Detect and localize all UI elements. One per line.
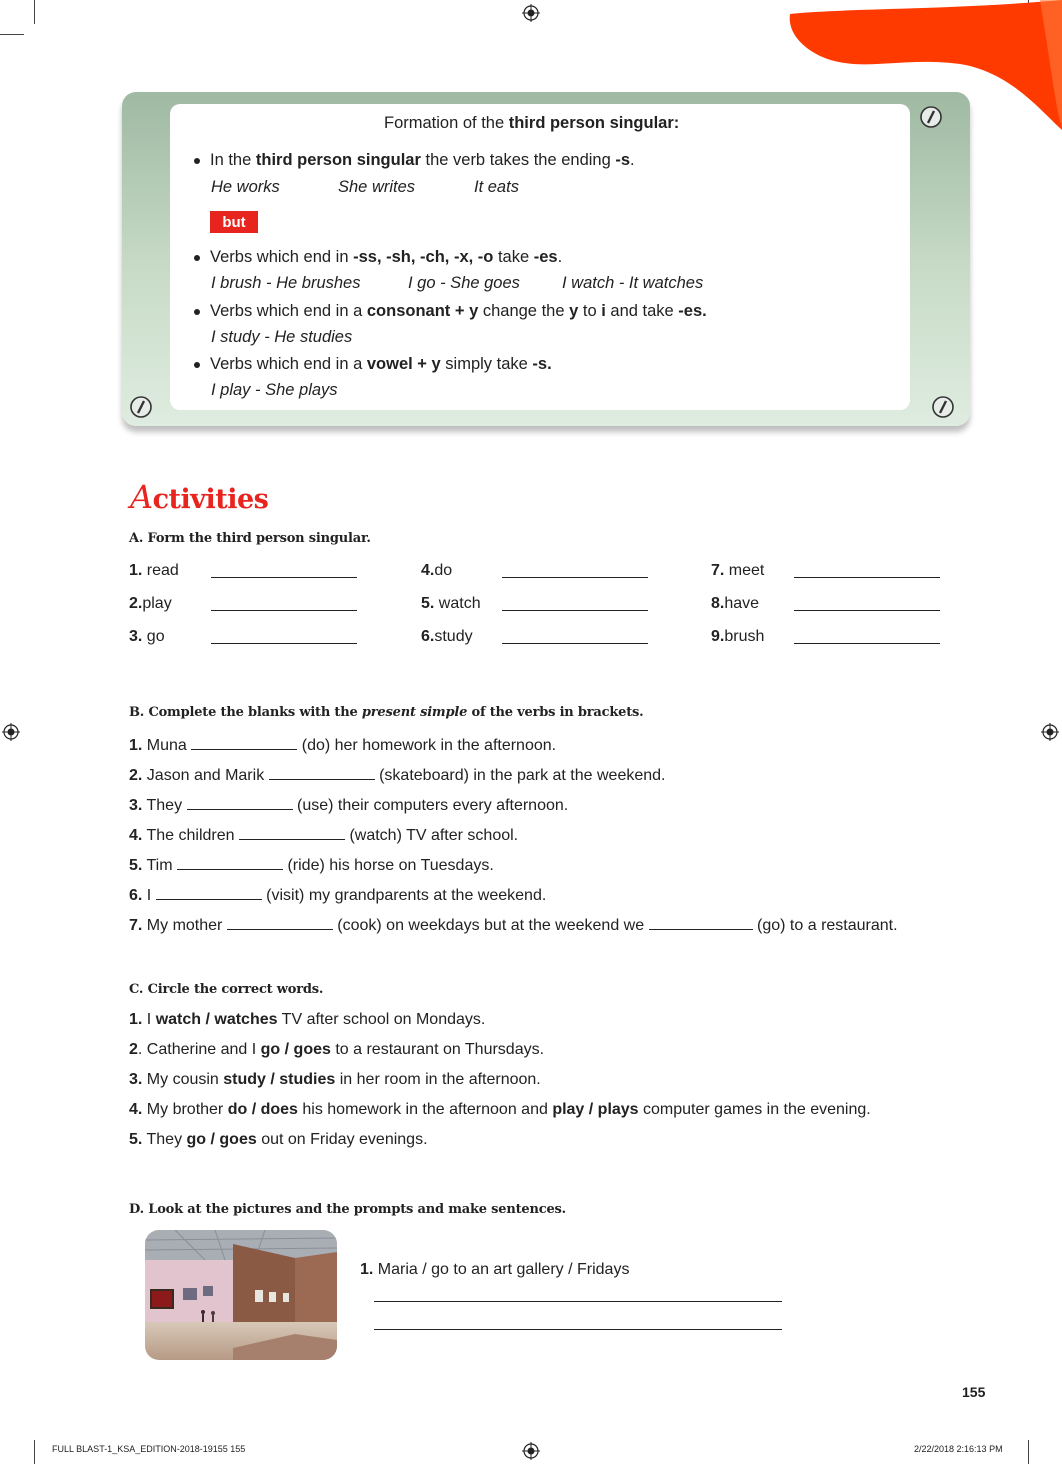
answer-blank[interactable] (227, 915, 333, 930)
choice-option[interactable]: go / goes (186, 1131, 257, 1148)
bullet-icon (194, 309, 200, 315)
exercise-a-item: 1. read (129, 562, 179, 579)
crop-mark (1028, 1440, 1029, 1464)
grammar-example: I go - She goes (408, 274, 520, 292)
exercise-a-item: 7. meet (711, 562, 765, 579)
exercise-b-item: 2. Jason and Marik (skateboard) in the park at the weekend. (129, 767, 666, 784)
exercise-d-item: 1. Maria / go to an art gallery / Fridays (360, 1261, 630, 1278)
exercise-b-item: 3. They (use) their computers every afternoon. (129, 797, 569, 814)
answer-line[interactable] (211, 610, 357, 611)
screw-icon (932, 396, 954, 418)
registration-mark-icon (2, 723, 20, 741)
section-a-title: A. Form the third person singular. (129, 531, 371, 546)
exercise-c-item: 2. Catherine and I go / goes to a restaurant on Thursdays. (129, 1041, 545, 1058)
grammar-example: I play - She plays (211, 381, 338, 399)
grammar-example: I study - He studies (211, 328, 353, 346)
answer-blank[interactable] (187, 795, 293, 810)
registration-mark-icon (522, 1442, 540, 1460)
section-d-title: D. Look at the pictures and the prompts and make sentences. (129, 1202, 566, 1217)
exercise-a-item: 9.brush (711, 628, 765, 645)
grammar-title: Formation of the third person singular: (384, 114, 680, 132)
grammar-example: I watch - It watches (562, 274, 704, 292)
grammar-rule-3: Verbs which end in a consonant + y change the y to i and take -es. (210, 302, 707, 320)
exercise-b-item: 4. The children (watch) TV after school. (129, 827, 519, 844)
choice-option[interactable]: do / does (227, 1101, 298, 1118)
exercise-b-item: 5. Tim (ride) his horse on Tuesdays. (129, 857, 494, 874)
exercise-a-item: 2.play (129, 595, 172, 612)
answer-line[interactable] (374, 1329, 782, 1330)
exercise-a-item: 6.study (421, 628, 473, 645)
exercise-c-item: 3. My cousin study / studies in her room in the afternoon. (129, 1071, 541, 1088)
answer-line[interactable] (502, 610, 648, 611)
exercise-a-item: 4.do (421, 562, 453, 579)
registration-mark-icon (522, 4, 540, 22)
answer-line[interactable] (502, 643, 648, 644)
crop-mark (34, 0, 35, 24)
screw-icon (920, 106, 942, 128)
grammar-example: He works (211, 178, 280, 196)
choice-option[interactable]: play / plays (552, 1101, 639, 1118)
exercise-b-item: 1. Muna (do) her homework in the afternoon. (129, 737, 557, 754)
footer-slug-left: FULL BLAST-1_KSA_EDITION-2018-19155 155 (52, 1444, 246, 1454)
grammar-example: It eats (474, 178, 519, 196)
section-c-title: C. Circle the correct words. (129, 982, 324, 997)
exercise-a-item: 5. watch (421, 595, 481, 612)
section-b-title: B. Complete the blanks with the present simple of the verbs in brackets. (129, 705, 644, 720)
answer-blank[interactable] (649, 915, 753, 930)
answer-blank[interactable] (239, 825, 345, 840)
but-badge: but (210, 211, 258, 233)
answer-line[interactable] (211, 643, 357, 644)
page-number: 155 (962, 1384, 986, 1400)
exercise-c-item: 1. I watch / watches TV after school on Mondays. (129, 1011, 486, 1028)
answer-blank[interactable] (177, 855, 283, 870)
exercise-c-item: 5. They go / goes out on Friday evenings. (129, 1131, 428, 1148)
activities-heading: Activities (130, 478, 269, 516)
exercise-b-item: 7. My mother (cook) on weekdays but at the weekend we (go) to a restaurant. (129, 917, 898, 934)
crop-mark (0, 34, 24, 35)
exercise-a-item: 8.have (711, 595, 760, 612)
grammar-example: I brush - He brushes (211, 274, 361, 292)
screw-icon (130, 396, 152, 418)
answer-blank[interactable] (191, 735, 297, 750)
answer-line[interactable] (374, 1301, 782, 1302)
exercise-c-item: 4. My brother do / does his homework in the afternoon and play / plays computer games in the evening. (129, 1101, 871, 1118)
grammar-rule-4: Verbs which end in a vowel + y simply take -s. (210, 355, 552, 373)
answer-line[interactable] (794, 643, 940, 644)
grammar-rule-2: Verbs which end in -ss, -sh, -ch, -x, -o take -es. (210, 248, 563, 266)
answer-line[interactable] (502, 577, 648, 578)
footer-slug-right: 2/22/2018 2:16:13 PM (914, 1444, 1003, 1454)
choice-option[interactable]: watch / watches (155, 1011, 278, 1028)
exercise-a-item: 3. go (129, 628, 165, 645)
art-gallery-photo (145, 1230, 337, 1360)
crop-mark (34, 1440, 35, 1464)
bullet-icon (194, 362, 200, 368)
answer-line[interactable] (794, 610, 940, 611)
activities-heading-initial: A (130, 478, 153, 516)
choice-option[interactable]: study / studies (223, 1071, 336, 1088)
choice-option[interactable]: go / goes (260, 1041, 331, 1058)
answer-line[interactable] (794, 577, 940, 578)
answer-line[interactable] (211, 577, 357, 578)
bullet-icon (194, 255, 200, 261)
answer-blank[interactable] (269, 765, 375, 780)
exercise-b-item: 6. I (visit) my grandparents at the weekend. (129, 887, 547, 904)
grammar-example: She writes (338, 178, 416, 196)
grammar-rule-1: In the third person singular the verb takes the ending -s. (210, 151, 635, 169)
registration-mark-icon (1041, 723, 1059, 741)
answer-blank[interactable] (156, 885, 262, 900)
bullet-icon (194, 158, 200, 164)
